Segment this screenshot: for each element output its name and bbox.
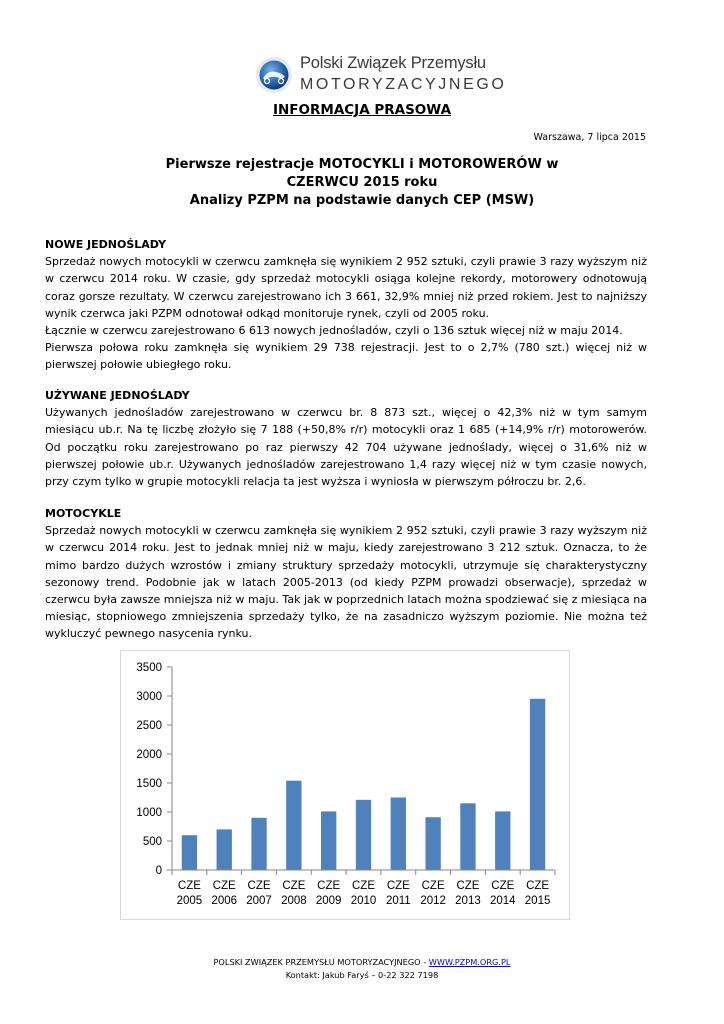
paragraph: Łącznie w czerwcu zarejestrowano 6 613 nowych jednośladów, czyli o 136 sztuk więcej niż w maju 2014.	[45, 324, 623, 338]
bar-cze-2006	[217, 829, 232, 870]
y-tick-label: 2000	[136, 749, 162, 761]
x-tick-label: CZE	[282, 880, 306, 892]
website-link[interactable]: WWW.PZPM.ORG.PL	[428, 957, 511, 967]
footer	[0, 956, 724, 982]
motorcycle-registrations-chart	[120, 650, 570, 920]
bar-cze-2005	[182, 835, 197, 870]
x-tick-label: 2007	[246, 895, 272, 907]
x-tick-label: CZE	[456, 880, 480, 892]
logo-title: Polski Związek Przemysłu	[300, 54, 486, 72]
x-tick-label: 2010	[350, 895, 377, 907]
x-tick-label: CZE	[526, 880, 550, 892]
bar-cze-2012	[425, 817, 440, 870]
y-tick-label: 1500	[136, 778, 162, 790]
x-tick-label: 2012	[420, 895, 446, 907]
y-tick-label: 500	[142, 836, 162, 848]
x-tick-label: CZE	[352, 880, 375, 892]
y-tick-label: 1000	[136, 807, 162, 819]
x-tick-label: CZE	[212, 880, 236, 892]
paragraph: Używanych jednośladów zarejestrowano w czerwcu br. 8 873 szt., więcej o 42,3% niż w tym samym miesiącu ub.r. Na tę liczbę złożyło się 7 188 (+50,8% r/r) motocykli oraz 1 685 (+14,9% r/r) motorowerów. Od początku roku zarejestrowano po raz pierwszy 42 704 używane jednoślady, więcej o 31,6% niż w pierwszej połowie ub.r. Używanych jednośladów zarejestrowano 1,4 razy więcej niż w tym czasie nowych, przy czym tylko w grupie motocykli relacja ta jest wyższa i wyniosła w pierwszym półroczu br. 2,6.	[45, 406, 647, 489]
press-release-label: INFORMACJA PRASOWA	[272, 102, 452, 118]
x-tick-label: 2006	[211, 895, 238, 907]
bar-cze-2015	[530, 699, 545, 870]
bar-cze-2009	[321, 811, 336, 870]
x-tick-label: 2009	[315, 895, 342, 907]
x-tick-label: 2015	[524, 895, 551, 907]
x-tick-label: 2013	[455, 895, 481, 907]
y-tick-label: 0	[155, 865, 162, 877]
section-heading: UŻYWANE JEDNOŚLADY	[45, 389, 190, 402]
pzpm-logo	[254, 52, 507, 100]
x-tick-label: CZE	[421, 880, 445, 892]
x-tick-label: CZE	[386, 880, 410, 892]
title-line: Pierwsze rejestracje MOTOCYKLI i MOTOROWERÓW w	[165, 157, 559, 172]
x-tick-label: 2014	[489, 895, 516, 907]
y-tick-label: 3500	[136, 662, 162, 674]
paragraph: Sprzedaż nowych motocykli w czerwcu zamknęła się wynikiem 2 952 sztuki, czyli prawie 3 razy wyższym niż w czerwcu 2014 roku. W czasie, gdy sprzedaż motocykli osiąga kolejne rekordy, motorowery odnotowują coraz gorsze rezultaty. W czerwcu zarejestrowano ich 3 661, 32,9% mniej niż przed rokiem. Jest to najniższy wynik czerwca jaki PZPM odnotował odkąd monitoruje rynek, czyli od 2005 roku.	[45, 255, 647, 320]
footer-org-line	[0, 956, 724, 969]
x-tick-label: CZE	[491, 880, 515, 892]
y-tick-label: 3000	[136, 691, 162, 703]
document-title	[0, 156, 724, 210]
title-line: CZERWCU 2015 roku	[286, 175, 438, 190]
x-tick-label: CZE	[247, 880, 271, 892]
section-heading: MOTOCYKLE	[45, 507, 122, 520]
logo-subtitle: MOTORYZACYJNEGO	[300, 76, 507, 93]
footer-contact: Kontakt: Jakub Faryś – 0-22 322 7198	[285, 970, 439, 980]
dateline: Warszawa, 7 lipca 2015	[533, 132, 646, 143]
bar-cze-2011	[391, 798, 406, 871]
section-new-two-wheelers	[45, 236, 647, 374]
y-tick-label: 2500	[136, 720, 162, 732]
footer-org: POLSKI ZWIĄZEK PRZEMYSŁU MOTORYZACYJNEGO -	[213, 957, 429, 967]
paragraph: Sprzedaż nowych motocykli w czerwcu zamknęła się wynikiem 2 952 sztuki, czyli prawie 3 razy wyższym niż w czerwcu 2014 roku. Jest to jednak mniej niż w maju, kiedy zarejestrowano 3 212 sztuk. Oznacza, to że mimo bardzo dużych wzrostów i zmiany struktury sprzedaży motocykli, utrzymuje się charakterystyczny sezonowy trend. Podobnie jak w latach 2005-2013 (od kiedy PZPM prowadzi obserwacje), sprzedaż w czerwcu była zawsze mniejsza niż w maju. Tak jak w poprzednich latach można spodziewać się z miesiąca na miesiąc, stopniowego zmniejszenia sprzedaży tylko, że na zasadniczo wyższym poziomie. Nie można też wykluczyć pewnego nasycenia rynku.	[45, 524, 647, 641]
x-tick-label: 2005	[176, 895, 203, 907]
title-line: Analizy PZPM na podstawie danych CEP (MSW)	[189, 193, 535, 208]
paragraph: Pierwsza połowa roku zamknęła się wynikiem 29 738 rejestracji. Jest to o 2,7% (780 szt.) więcej niż w pierwszej połowie ubiegłego roku.	[45, 341, 647, 372]
section-heading: NOWE JEDNOŚLADY	[45, 238, 167, 251]
x-tick-label: 2008	[281, 895, 307, 907]
motorcycle-emblem-icon	[254, 55, 294, 95]
x-tick-label: CZE	[177, 880, 201, 892]
section-motorcycles	[45, 505, 647, 643]
bar-cze-2008	[286, 781, 301, 870]
bar-cze-2007	[251, 818, 266, 870]
bar-cze-2010	[356, 800, 371, 870]
bar-cze-2014	[495, 811, 510, 870]
bar-cze-2013	[460, 803, 475, 870]
section-used-two-wheelers	[45, 387, 647, 490]
x-tick-label: CZE	[317, 880, 341, 892]
x-tick-label: 2011	[385, 895, 411, 907]
